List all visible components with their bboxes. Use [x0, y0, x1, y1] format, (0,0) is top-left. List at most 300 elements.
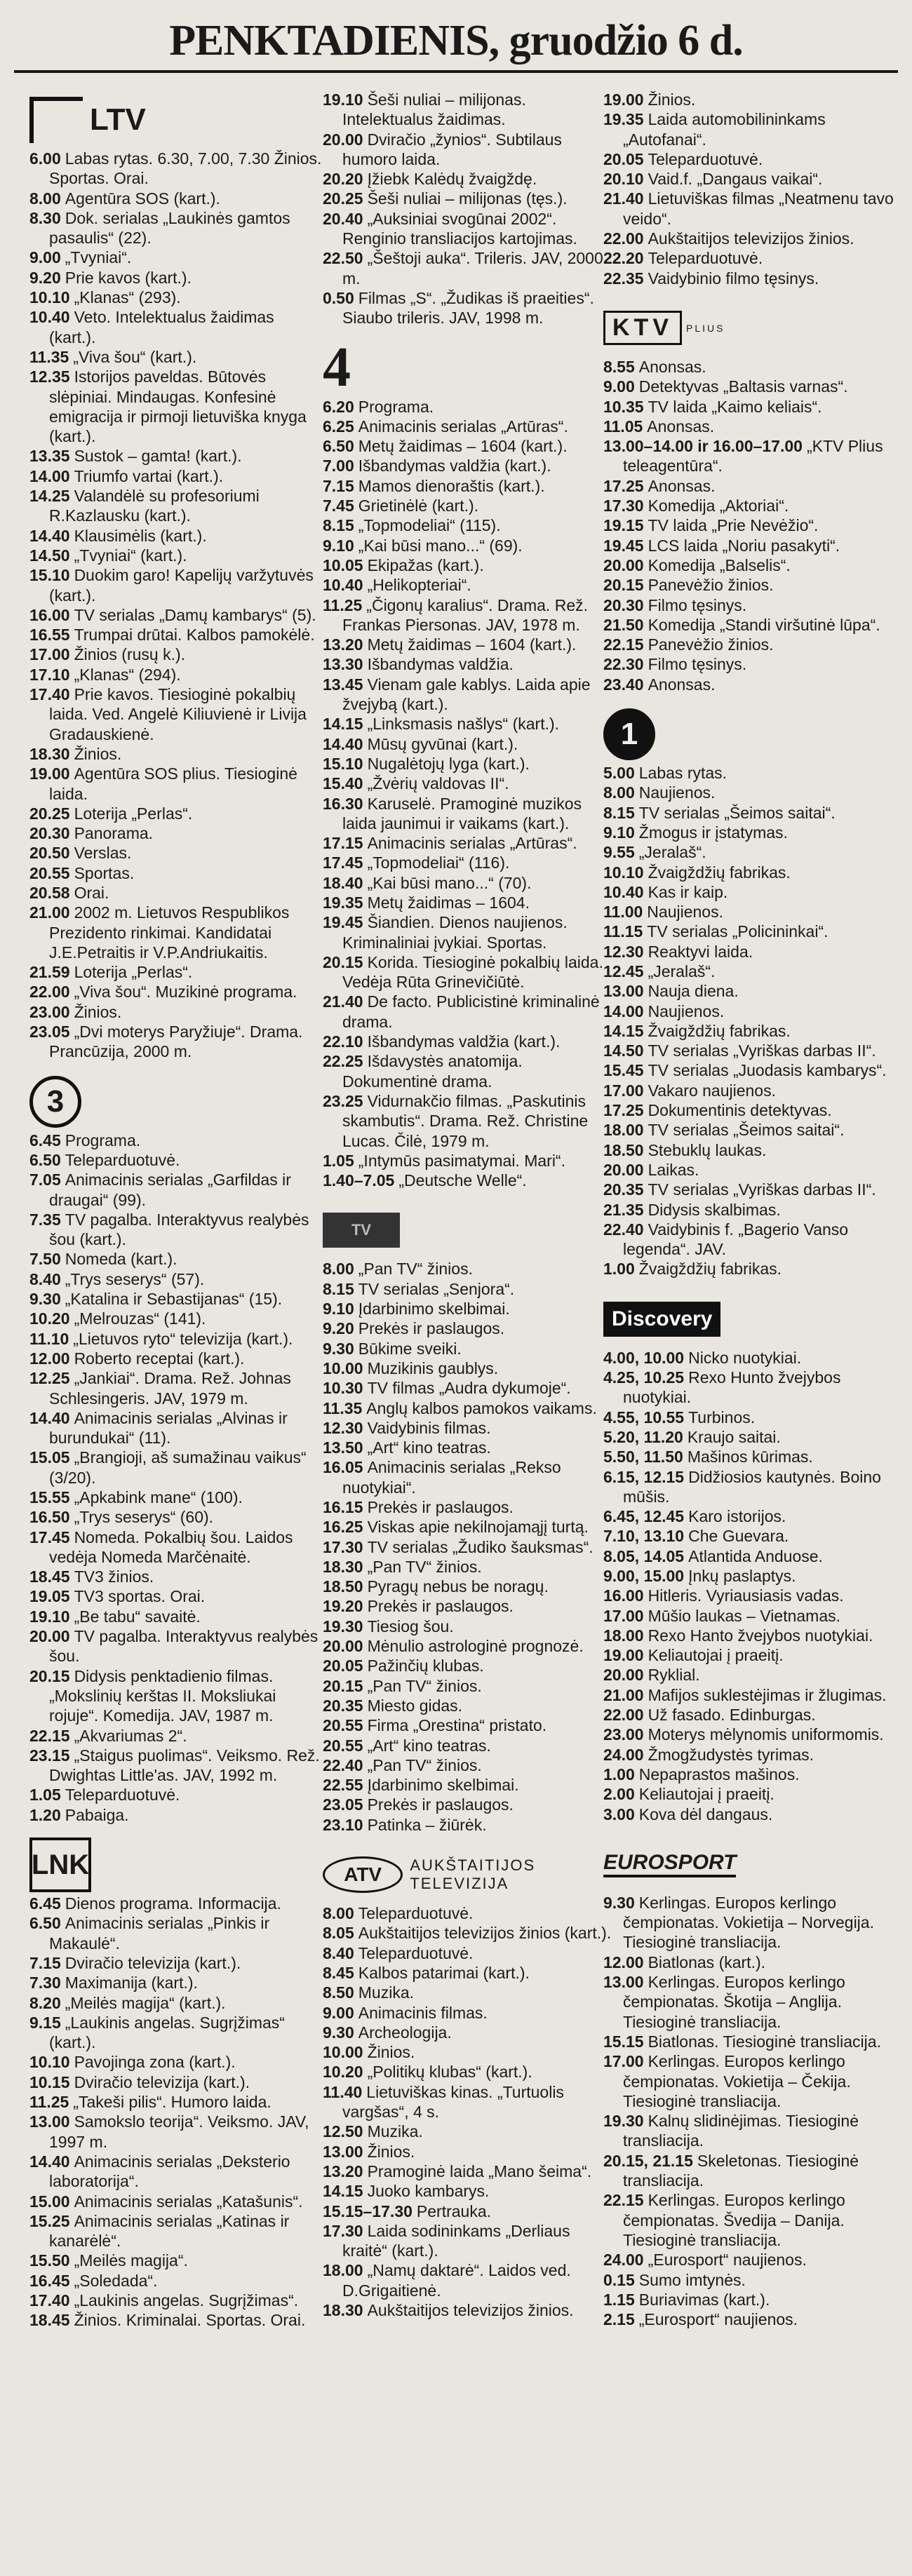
program-time: 9.55: [603, 843, 635, 862]
program-time: 18.50: [323, 1577, 363, 1596]
program-entry: [29, 2152, 324, 2192]
program-title: „Jankiai“. Drama. Rež. Johnas Schlesingeris. JAV, 1979 m.: [49, 1369, 291, 1408]
program-entry: [603, 1626, 898, 1645]
program-title: Įžiebk Kalėdų žvaigždę.: [367, 170, 537, 189]
program-title: „Kai būsi mano...“ (69).: [358, 536, 523, 555]
program-entry: [323, 2042, 617, 2062]
program-time: 14.15: [323, 2182, 363, 2201]
channel-lnk-continued: [323, 90, 617, 328]
program-title: „Helikopteriai“.: [367, 576, 471, 595]
program-entry: [29, 1022, 324, 1062]
program-entry: [29, 347, 324, 367]
program-title: Aukštaitijos televizijos žinios.: [367, 2300, 574, 2319]
program-entry: [603, 615, 898, 635]
program-time: 23.00: [29, 1002, 70, 1021]
program-time: 19.10: [323, 90, 363, 109]
program-title: „Lietuvos ryto“ televizija (kart.).: [73, 1329, 293, 1348]
program-title: „Takeši pilis“. Humoro laida.: [73, 2093, 271, 2112]
program-title: Grietinėlė (kart.).: [358, 497, 479, 515]
program-entry: [603, 229, 898, 248]
program-title: Anonsas.: [648, 675, 716, 694]
program-entry: [29, 1249, 324, 1269]
program-entry: [603, 1160, 898, 1180]
program-time: 20.00: [323, 1637, 363, 1656]
program-time: 20.05: [603, 149, 644, 168]
program-title: „Auksiniai svogūnai 2002“. Renginio transliacijos kartojimas.: [342, 209, 577, 248]
program-entry: [323, 1358, 617, 1378]
program-title: TV pagalba. Interaktyvus realybės šou.: [49, 1627, 318, 1666]
program-time: 8.00: [323, 1904, 354, 1923]
program-time: 12.30: [603, 942, 644, 961]
program-title: „Art“ kino teatras.: [367, 1736, 491, 1755]
program-entry: [323, 1676, 617, 1696]
program-time: 20.15: [603, 576, 644, 595]
program-entry: [29, 883, 324, 903]
program-title: TV serialas „Vyriškas darbas II“.: [648, 1180, 876, 1199]
program-time: 9.00: [29, 248, 61, 267]
program-title: „KTV Plius teleagentūra“.: [623, 437, 883, 476]
program-entry: [603, 2190, 898, 2250]
program-title: Žinios.: [74, 1002, 122, 1021]
program-title: „Trys seserys“ (57).: [65, 1269, 205, 1288]
program-entry: [603, 1021, 898, 1041]
program-time: 23.15: [29, 1746, 70, 1765]
program-entry: [29, 2052, 324, 2072]
program-title: Dviračio televizija (kart.).: [65, 1953, 241, 1972]
program-time: 18.30: [323, 2300, 363, 2319]
program-entry: [29, 486, 324, 526]
program-time: 16.50: [29, 1508, 70, 1527]
program-entry: [603, 1972, 898, 2032]
program-title: Juoko kambarys.: [367, 2182, 490, 2201]
program-entry: [323, 1171, 617, 1190]
pan-tv-schedule: [323, 1259, 617, 1835]
program-title: Vaidybinio filmo tęsinys.: [648, 269, 819, 288]
program-entry: [603, 2270, 898, 2290]
program-title: Mafijos suklestėjimas ir žlugimas.: [648, 1685, 887, 1704]
program-time: 7.45: [323, 497, 354, 515]
program-entry: [29, 526, 324, 546]
program-entry: [323, 595, 617, 635]
program-title: Kas ir kaip.: [648, 882, 728, 901]
program-time: 21.35: [603, 1200, 644, 1219]
ktv-logo-icon: KTV: [603, 311, 682, 345]
program-title: Teleparduotuvė.: [65, 1786, 180, 1805]
program-entry: [323, 536, 617, 555]
program-entry: [323, 2062, 617, 2082]
program-title: „Linksmasis našlys“ (kart.).: [367, 715, 560, 734]
program-time: 7.15: [323, 476, 354, 495]
program-time: 6.45: [29, 1894, 61, 1913]
program-title: Šiandien. Dienos naujienos. Kriminaliniai įvykiai. Sportas.: [342, 913, 568, 952]
program-title: Nomeda. Pokalbių šou. Laidos vedėja Nomeda Marčėnaitė.: [49, 1528, 293, 1566]
program-time: 20.55: [29, 863, 70, 882]
program-entry: [29, 804, 324, 823]
program-time: 15.55: [29, 1488, 70, 1506]
program-title: Patinka – žiūrėk.: [367, 1815, 487, 1834]
program-entry: [603, 2250, 898, 2270]
program-title: Didysis skalbimas.: [648, 1200, 781, 1219]
channel-lnk: [29, 1840, 324, 2331]
program-title: Laida sodininkams „Derliaus kraitė“ (kart.).: [342, 2221, 570, 2260]
tv3-schedule: [29, 1131, 324, 1825]
program-title: Kalnų slidinėjimas. Tiesioginė transliacija.: [623, 2112, 859, 2150]
ltv-logo-icon: [29, 97, 83, 143]
program-time: 11.25: [29, 2093, 69, 2112]
program-time: 6.50: [29, 1914, 61, 1933]
program-title: „Laukinis angelas. Sugrįžimas“.: [74, 2291, 299, 2309]
program-entry: [603, 189, 898, 229]
eurosport-schedule: [603, 1893, 898, 2330]
program-time: 13.00: [323, 2142, 363, 2161]
program-time: 12.00: [603, 1953, 644, 1971]
program-time: 20.00: [603, 555, 644, 574]
program-entry: [323, 555, 617, 575]
program-entry: [603, 1427, 898, 1447]
program-entry: [323, 209, 617, 249]
program-title: Agentūra SOS (kart.).: [65, 189, 220, 208]
program-title: Žinios.: [74, 744, 122, 763]
program-time: 0.15: [603, 2270, 635, 2289]
program-time: 9.10: [323, 1300, 354, 1319]
program-entry: [323, 1279, 617, 1299]
program-time: 15.10: [29, 566, 70, 585]
channel-pan-tv: [323, 1206, 617, 1835]
program-title: Žinios. Kriminalai. Sportas. Orai.: [74, 2311, 306, 2330]
program-entry: [323, 1636, 617, 1656]
program-title: Metų žaidimas – 1604.: [367, 893, 530, 912]
program-entry: [603, 536, 898, 555]
program-entry: [29, 744, 324, 764]
program-time: 22.40: [603, 1220, 644, 1239]
program-entry: [29, 1746, 324, 1786]
program-time: 21.50: [603, 615, 644, 634]
program-entry: [29, 248, 324, 267]
program-entry: [323, 1537, 617, 1557]
program-entry: [29, 1666, 324, 1726]
program-title: Animacinis serialas „Alvinas ir burundukai“ (11).: [49, 1408, 288, 1448]
channel-tv4: [323, 337, 617, 1191]
program-title: Verslas.: [74, 844, 132, 863]
program-title: Žvaigždžių fabrikas.: [648, 863, 791, 882]
program-time: 13.00: [603, 1973, 644, 1992]
program-title: Pabaiga.: [65, 1805, 129, 1824]
program-time: 14.15: [323, 715, 363, 734]
program-entry: [29, 1528, 324, 1567]
program-title: Pavojinga zona (kart.).: [74, 2053, 236, 2072]
program-title: Aukštaitijos televizijos žinios.: [648, 229, 854, 248]
program-entry: [323, 992, 617, 1032]
program-time: 24.00: [603, 1745, 644, 1764]
program-time: 6.15, 12.15: [603, 1467, 685, 1486]
program-time: 6.00: [29, 149, 61, 168]
program-title: Miesto gidas.: [367, 1696, 463, 1715]
program-time: 20.55: [323, 1736, 363, 1755]
program-entry: [323, 515, 617, 535]
program-entry: [323, 952, 617, 992]
program-time: 10.00: [323, 2043, 363, 2062]
program-title: Animacinis serialas „Katinas ir kanarėlė“.: [49, 2211, 290, 2251]
program-title: Muzikinis gaublys.: [367, 1358, 499, 1377]
tv4-schedule: [323, 397, 617, 1191]
program-entry: [323, 248, 617, 288]
discovery-schedule: [603, 1348, 898, 1824]
program-time: 9.10: [323, 536, 354, 555]
program-time: 21.40: [323, 992, 363, 1011]
program-title: Kraujo saitai.: [687, 1427, 781, 1446]
program-time: 22.15: [603, 2191, 644, 2210]
program-time: 17.40: [29, 685, 70, 704]
program-title: „Dvi moterys Paryžiuje“. Drama. Prancūzija, 2000 m.: [49, 1023, 303, 1061]
program-title: TV laida „Kaimo keliais“.: [648, 397, 822, 416]
tv3-logo: [29, 1077, 324, 1126]
program-entry: [29, 823, 324, 843]
program-title: Anglų kalbos pamokos vaikams.: [366, 1398, 597, 1417]
program-title: Animacinis serialas „Deksterio laboratorija“.: [49, 2152, 290, 2191]
program-time: 12.45: [603, 962, 644, 980]
program-entry: [29, 1368, 324, 1408]
program-time: 17.10: [29, 665, 70, 684]
program-entry: [29, 2251, 324, 2270]
program-time: 20.40: [323, 209, 363, 228]
program-entry: [323, 2162, 617, 2181]
program-title: Pramoginė laida „Mano šeima“.: [367, 2162, 592, 2180]
program-entry: [603, 169, 898, 189]
program-time: 15.50: [29, 2251, 70, 2270]
program-entry: [603, 2290, 898, 2309]
program-title: Orai.: [74, 883, 109, 902]
program-title: „Trys seserys“ (60).: [74, 1508, 214, 1527]
program-title: „Katalina ir Sebastijanas“ (15).: [65, 1290, 283, 1309]
program-time: 18.45: [29, 2311, 70, 2330]
program-time: 20.00: [323, 130, 363, 149]
program-time: 20.25: [323, 189, 363, 208]
program-time: 13.50: [323, 1438, 363, 1457]
program-time: 7.15: [29, 1953, 61, 1972]
program-time: 10.30: [323, 1379, 363, 1398]
program-title: „Pan TV“ žinios.: [367, 1676, 482, 1695]
program-entry: [603, 1506, 898, 1526]
program-entry: [323, 476, 617, 496]
program-time: 10.10: [603, 863, 644, 882]
program-entry: [29, 2072, 324, 2092]
program-title: Agentūra SOS plius. Tiesioginė laida.: [49, 764, 297, 803]
program-time: 19.00: [603, 90, 644, 109]
program-time: 22.15: [603, 635, 644, 654]
program-time: 14.40: [323, 734, 363, 753]
program-title: Komedija „Aktoriai“.: [648, 497, 789, 515]
program-entry: [29, 1150, 324, 1170]
program-entry: [323, 2142, 617, 2162]
aukstaitijos-caption: AUKŠTAITIJOS TELEVIZIJA: [410, 1856, 536, 1893]
program-entry: [323, 873, 617, 893]
program-title: Skeletonas. Tiesioginė transliacija.: [623, 2151, 859, 2190]
program-entry: [29, 1170, 324, 1210]
program-entry: [323, 1299, 617, 1319]
program-time: 14.50: [603, 1041, 644, 1060]
column-1: [29, 90, 324, 2346]
program-entry: [29, 1448, 324, 1488]
program-entry: [603, 1220, 898, 1260]
program-entry: [323, 2221, 617, 2261]
program-time: 14.25: [29, 487, 70, 506]
ktv-logo-sub: PLIUS: [686, 322, 725, 334]
program-title: Teleparduotuvė.: [648, 149, 763, 168]
program-entry: [323, 90, 617, 130]
program-time: 9.20: [323, 1319, 354, 1338]
program-entry: [603, 269, 898, 288]
program-entry: [603, 863, 898, 882]
program-entry: [603, 902, 898, 922]
program-time: 19.00: [603, 1646, 644, 1665]
program-time: 15.15: [603, 2032, 644, 2051]
program-time: 23.25: [323, 1091, 363, 1110]
program-title: Triumfo vartai (kart.).: [74, 466, 224, 485]
program-time: 22.10: [323, 1032, 363, 1051]
program-title: „Brangioji, aš sumažinau vaikus“ (3/20).: [49, 1448, 307, 1487]
program-time: 24.00: [603, 2251, 644, 2270]
program-title: Valandėlė su profesoriumi R.Kazlausku (kart.).: [49, 487, 260, 525]
program-time: 17.25: [603, 1101, 644, 1120]
program-title: Ekipažas (kart.).: [367, 555, 484, 574]
program-entry: [603, 595, 898, 615]
program-time: 18.00: [603, 1121, 644, 1140]
program-time: 1.40–7.05: [323, 1171, 395, 1190]
program-title: „Namų daktarė“. Laidos ved. D.Grigaitienė.: [342, 2261, 571, 2300]
program-time: 8.55: [603, 357, 635, 376]
program-title: „Viva šou“. Muzikinė programa.: [74, 983, 297, 1002]
program-title: Teleparduotuvė.: [65, 1150, 180, 1169]
program-entry: [323, 1091, 617, 1151]
program-entry: [29, 982, 324, 1002]
program-time: 9.30: [603, 1893, 635, 1912]
program-time: 20.15: [323, 1676, 363, 1695]
program-time: 20.20: [323, 170, 363, 189]
program-title: Lietuviškas kinas. „Turtuolis vargšas“, 4 s.: [342, 2082, 564, 2122]
program-time: 22.20: [603, 249, 644, 268]
program-entry: [29, 962, 324, 982]
program-entry: [603, 575, 898, 595]
aukstaitijos-schedule: [323, 1903, 617, 2320]
header-rule: [14, 70, 898, 73]
program-title: Teleparduotuvė.: [648, 249, 763, 268]
program-time: 20.15, 21.15: [603, 2151, 693, 2170]
program-time: 17.00: [603, 2052, 644, 2071]
program-entry: [603, 1348, 898, 1368]
program-time: 18.00: [323, 2261, 363, 2280]
program-time: 15.40: [323, 774, 363, 793]
program-time: 18.00: [603, 1626, 644, 1645]
program-entry: [29, 1210, 324, 1250]
program-time: 7.10, 13.10: [603, 1527, 685, 1546]
program-entry: [603, 1784, 898, 1804]
program-time: 17.30: [323, 2221, 363, 2240]
program-title: Prekės ir paslaugos.: [367, 1498, 514, 1516]
program-entry: [323, 2003, 617, 2023]
program-title: Žvaigždžių fabrikas.: [638, 1260, 782, 1279]
program-time: 22.50: [323, 249, 363, 268]
channel-aukstaitijos-continued: [603, 90, 898, 288]
program-title: Tiesiog šou.: [367, 1617, 454, 1636]
program-title: Išdavystės anatomija. Dokumentinė drama.: [342, 1052, 523, 1091]
program-title: „Pan TV“ žinios.: [367, 1557, 482, 1576]
program-title: „Tvyniai“.: [65, 248, 132, 267]
program-title: Žmogžudystės tyrimas.: [648, 1745, 814, 1764]
program-title: TV serialas „Policininkai“.: [647, 922, 829, 941]
program-entry: [323, 1903, 617, 1923]
program-time: 8.50: [323, 1983, 354, 2002]
program-entry: [323, 1577, 617, 1596]
ltv-logo-text: LTV: [90, 102, 146, 137]
program-time: 19.30: [603, 2112, 644, 2131]
program-time: 9.30: [29, 1290, 61, 1309]
program-entry: [603, 2151, 898, 2191]
program-time: 14.50: [29, 546, 70, 565]
program-title: Detektyvas „Baltasis varnas“.: [638, 377, 848, 396]
program-title: Rexo Hunto žvejybos nuotykiai.: [623, 1368, 841, 1407]
program-time: 5.50, 11.50: [603, 1448, 683, 1466]
program-time: 18.30: [29, 744, 70, 763]
program-time: 16.45: [29, 2271, 70, 2290]
program-entry: [603, 496, 898, 515]
program-entry: [29, 546, 324, 565]
program-title: Komedija „Balselis“.: [648, 555, 791, 574]
program-title: „Kai būsi mano...“ (70).: [367, 873, 532, 892]
program-title: Filmas „S“. „Žudikas iš praeities“. Siaubo trileris. JAV, 1998 m.: [342, 288, 594, 328]
program-entry: [323, 1457, 617, 1497]
program-time: 1.05: [323, 1151, 354, 1170]
program-time: 17.30: [603, 497, 644, 515]
program-entry: [29, 288, 324, 307]
program-time: 6.45, 12.45: [603, 1507, 685, 1526]
program-title: Naujienos.: [648, 1002, 725, 1020]
program-title: Anonsas.: [647, 417, 715, 436]
program-time: 8.05: [323, 1924, 354, 1943]
program-title: „Žvėrių valdovas II“.: [367, 774, 509, 793]
program-title: Reaktyvi laida.: [648, 942, 753, 961]
program-title: „Eurosport“ naujienos.: [638, 2310, 798, 2329]
program-time: 11.05: [603, 417, 643, 436]
program-entry: [29, 685, 324, 744]
program-time: 13.00–14.00 ir 16.00–17.00: [603, 437, 803, 456]
program-title: Muzika.: [358, 1983, 415, 2002]
program-entry: [603, 823, 898, 842]
program-entry: [603, 248, 898, 268]
program-entry: [603, 436, 898, 476]
program-title: Animacinis filmas.: [358, 2003, 488, 2022]
program-time: 14.15: [603, 1021, 644, 1040]
program-entry: [323, 1497, 617, 1517]
channel-eurosport: [603, 1840, 898, 2330]
program-entry: [603, 417, 898, 436]
program-title: Didysis penktadienio filmas. „Mokslinių kerštas II. Moksliukai rojuje“. Komedija. JAV, 1987 m.: [49, 1666, 276, 1725]
program-time: 13.00: [29, 2112, 70, 2131]
program-time: 17.00: [603, 1081, 644, 1100]
program-title: „Jeralaš“.: [648, 962, 716, 980]
program-title: Nomeda (kart.).: [65, 1250, 177, 1269]
program-entry: [29, 2310, 324, 2330]
program-title: Animacinis serialas „Artūras“.: [358, 417, 568, 436]
program-time: 23.05: [29, 1023, 70, 1041]
program-time: 7.05: [29, 1171, 61, 1189]
program-entry: [323, 575, 617, 595]
program-entry: [323, 1775, 617, 1795]
program-entry: [323, 169, 617, 189]
program-title: Žmogus ir įstatymas.: [638, 823, 788, 842]
program-title: Laida automobilininkams „Autofanai“.: [623, 110, 826, 149]
program-time: 14.00: [29, 466, 70, 485]
program-entry: [323, 2260, 617, 2300]
